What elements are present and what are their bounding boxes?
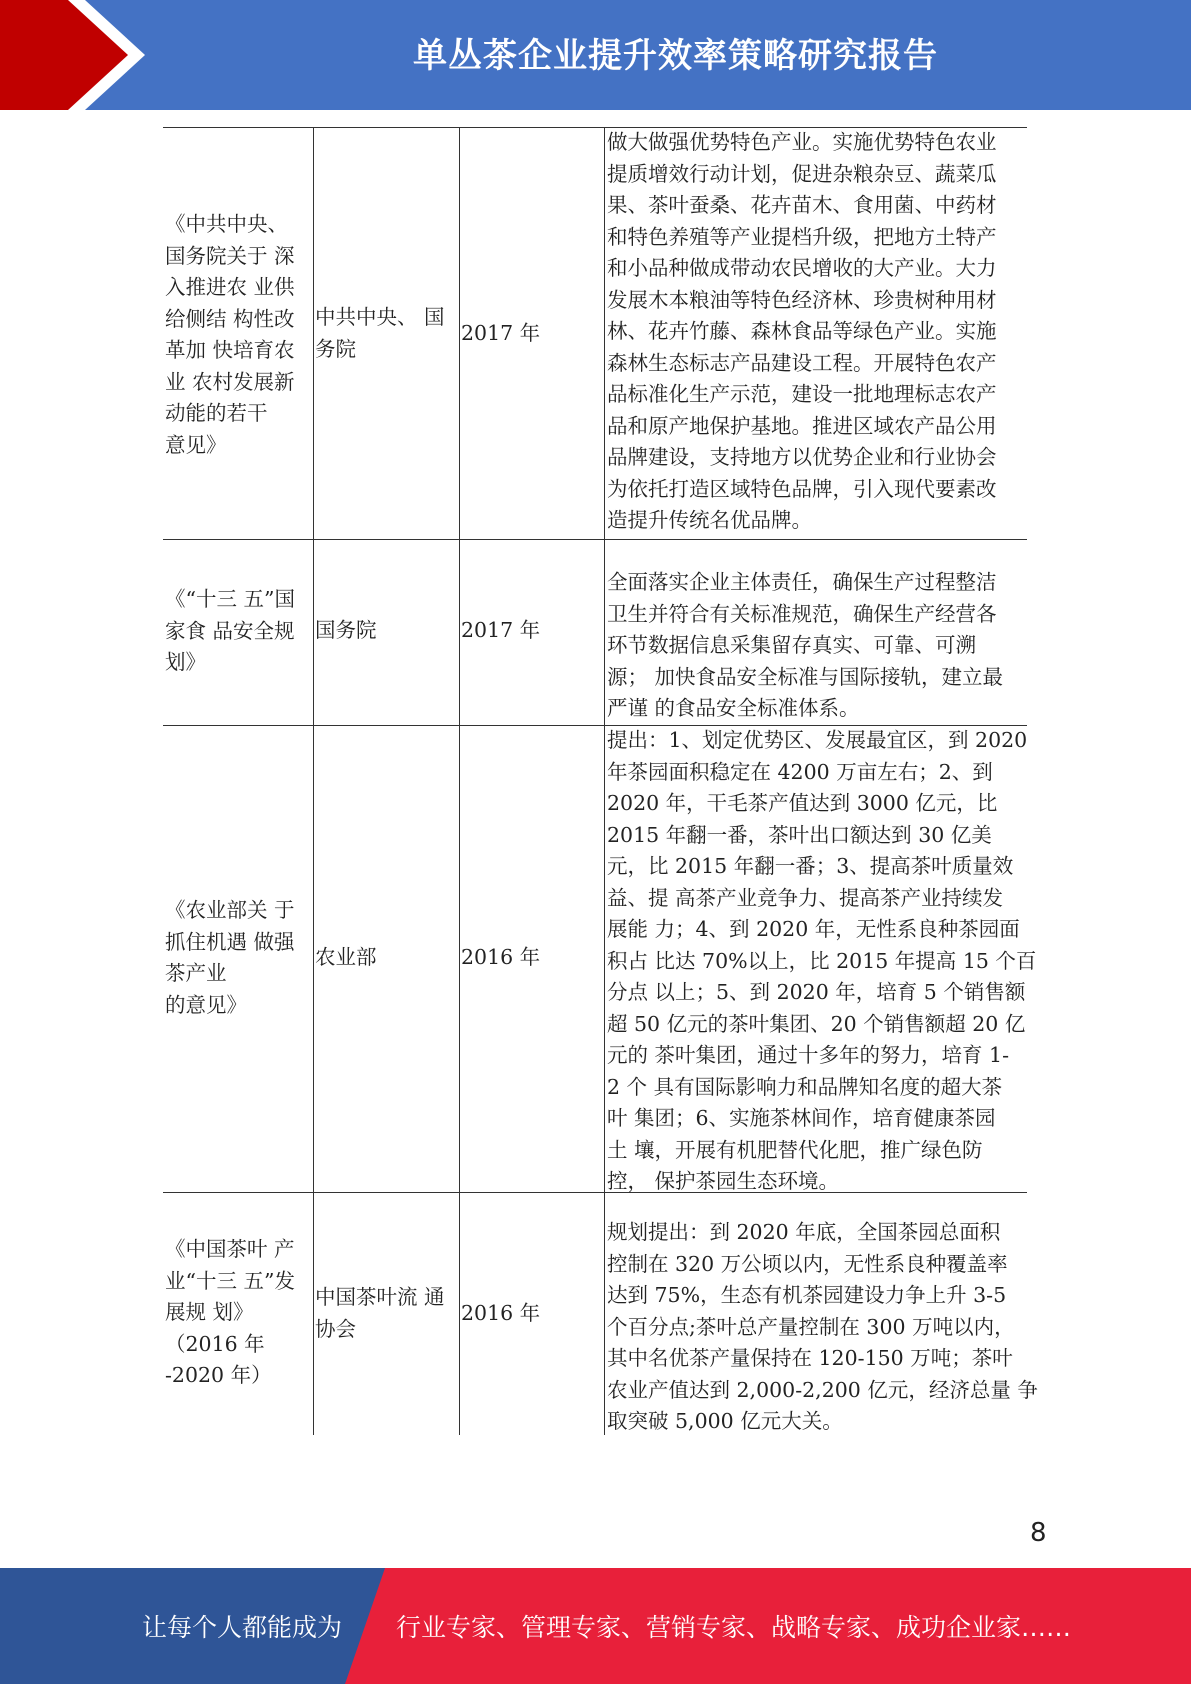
cell-line: 《中共中央、 [165,212,288,236]
cell-line: 业“十三 五”发 [165,1268,295,1293]
cell-line: 林、花卉竹藤、森林食品等绿色产业。实施 [607,319,997,343]
cell-line: 规划提出：到 2020 年底，全国茶园总面积 [607,1220,1001,1244]
policy-issuer [315,302,460,365]
policy-content [607,127,1027,537]
cell-line: 业 农村发展新 [165,369,295,394]
cell-line: 家食 品安全规 [165,618,295,643]
footer-slogan-left: 让每个人都能成为 [142,1613,343,1642]
policy-year: 2017 年 [461,618,541,642]
footer-slogan-right: 行业专家、管理专家、营销专家、战略专家、成功企业家…… [396,1613,1072,1642]
cell-line: 务院 [315,336,356,361]
policy-document-name [165,584,310,679]
cell-line: 全面落实企业主体责任，确保生产过程整洁 [607,570,997,594]
policy-year: 2017 年 [461,321,541,345]
cell-line: 品牌建设，支持地方以优势企业和行业协会 [607,445,997,469]
cell-line: 农业产值达到 2,000-2,200 亿元，经济总量 争 [607,1377,1038,1402]
cell-line: 意见》 [165,432,227,457]
policy-document-name [165,209,310,461]
report-title: 单丛茶企业提升效率策略研究报告 [413,36,938,76]
cell-line: -2020 年） [165,1363,272,1387]
cell-line: 入推进农 业供 [165,275,295,299]
cell-line: 中共中央、 国 [315,305,445,329]
cell-line: 《农业部关 于 [165,898,295,922]
cell-line: 农业部 [315,945,377,969]
cell-line: 其中名优茶产量保持在 120-150 万吨；茶叶 [607,1346,1013,1370]
cell-line: 控， 保护茶园生态环境。 [607,1169,840,1193]
cell-line: 做大做强优势特色产业。实施优势特色农业 [607,130,997,154]
cell-line: 2020 年，干毛茶产值达到 3000 亿元，比 [607,791,998,815]
cell-line: 《“十三 五”国 [165,587,295,611]
policy-document-name [165,895,310,1021]
cell-line: 元，比 2015 年翻一番；3、提高茶叶质量效 [607,854,1014,878]
policy-content [607,567,1027,725]
policy-year: 2016 年 [461,945,541,969]
cell-line: 品和原产地保护基地。推进区域农产品公用 [607,413,997,438]
cell-line: 的意见》 [165,992,247,1017]
policy-document-name [165,1234,310,1392]
cell-line: （2016 年 [165,1331,265,1356]
column-divider [313,127,314,1435]
cell-line: 中国茶叶流 通 [315,1285,445,1309]
cell-line: 控制在 320 万公顷以内，无性系良种覆盖率 [607,1251,1008,1276]
cell-line: 元的 茶叶集团，通过十多年的努力，培育 1- [607,1043,1010,1067]
cell-line: 国务院 [315,618,377,642]
policy-content [607,1217,1038,1438]
header-arrow-icon [0,0,160,110]
cell-line: 森林生态标志产品建设工程。开展特色农产 [607,350,997,375]
cell-line: 划》 [165,650,206,674]
cell-line: 提质增效行动计划，促进杂粮杂豆、蔬菜瓜 [607,161,997,186]
cell-line: 《中国茶叶 产 [165,1237,295,1261]
cell-line: 给侧结 构性改 [165,306,295,331]
cell-line: 年茶园面积稳定在 4200 万亩左右；2、到 [607,759,993,784]
column-divider [604,127,605,1435]
cell-line: 协会 [315,1316,356,1341]
cell-line: 提出：1、划定优势区、发展最宜区，到 2020 [607,728,1028,752]
cell-line: 环节数据信息采集留存真实、可靠、可溯 [607,633,976,657]
cell-line: 抓住机遇 做强 [165,929,295,954]
policy-issuer [315,942,460,974]
cell-line: 果、茶叶蚕桑、花卉苗木、食用菌、中药材 [607,193,997,217]
cell-line: 达到 75%，生态有机茶园建设力争上升 3-5 [607,1283,1007,1307]
policy-table [0,127,1191,1437]
cell-line: 国务院关于 深 [165,243,295,268]
cell-line: 动能的若干 [165,401,268,425]
cell-line: 土 壤，开展有机肥替代化肥，推广绿色防 [607,1137,983,1162]
policy-issuer [315,615,460,647]
row-divider [163,539,1027,540]
cell-line: 和小品种做成带动农民增收的大产业。大力 [607,256,997,280]
policy-content [607,725,1037,1198]
cell-line: 和特色养殖等产业提档升级，把地方土特产 [607,224,997,249]
cell-line: 展能 力；4、到 2020 年，无性系良种茶园面 [607,917,1020,941]
cell-line: 叶 集团；6、实施茶林间作，培育健康茶园 [607,1106,996,1130]
cell-line: 2015 年翻一番，茶叶出口额达到 30 亿美 [607,822,992,847]
policy-issuer [315,1282,460,1345]
cell-line: 为依托打造区域特色品牌，引入现代要素改 [607,476,997,501]
cell-line: 个百分点;茶叶总产量控制在 300 万吨以内， [607,1314,1015,1339]
cell-line: 取突破 5,000 亿元大关。 [607,1409,843,1433]
cell-line: 积占 比达 70%以上，比 2015 年提高 15 个百 [607,948,1037,973]
policy-year: 2016 年 [461,1301,541,1325]
cell-line: 卫生并符合有关标准规范，确保生产经营各 [607,601,997,626]
cell-line: 茶产业 [165,961,227,985]
cell-line: 益、提 高茶产业竞争力、提高茶产业持续发 [607,885,1004,910]
cell-line: 源； 加快食品安全标准与国际接轨，建立最 [607,664,1004,689]
cell-line: 发展木本粮油等特色经济林、珍贵树种用材 [607,287,997,312]
cell-line: 分点 以上；5、到 2020 年，培育 5 个销售额 [607,980,1026,1004]
cell-line: 革加 快培育农 [165,338,295,362]
cell-line: 造提升传统名优品牌。 [607,508,812,532]
cell-line: 品标准化生产示范，建设一批地理标志农产 [607,382,997,406]
page-number: 8 [1030,1518,1047,1548]
cell-line: 2 个 具有国际影响力和品牌知名度的超大茶 [607,1074,1003,1099]
cell-line: 严谨 的食品安全标准体系。 [607,696,860,720]
cell-line: 展规 划》 [165,1300,254,1324]
cell-line: 超 50 亿元的茶叶集团、20 个销售额超 20 亿 [607,1011,1026,1036]
page-header [0,0,1191,110]
page-footer [0,1568,1191,1684]
